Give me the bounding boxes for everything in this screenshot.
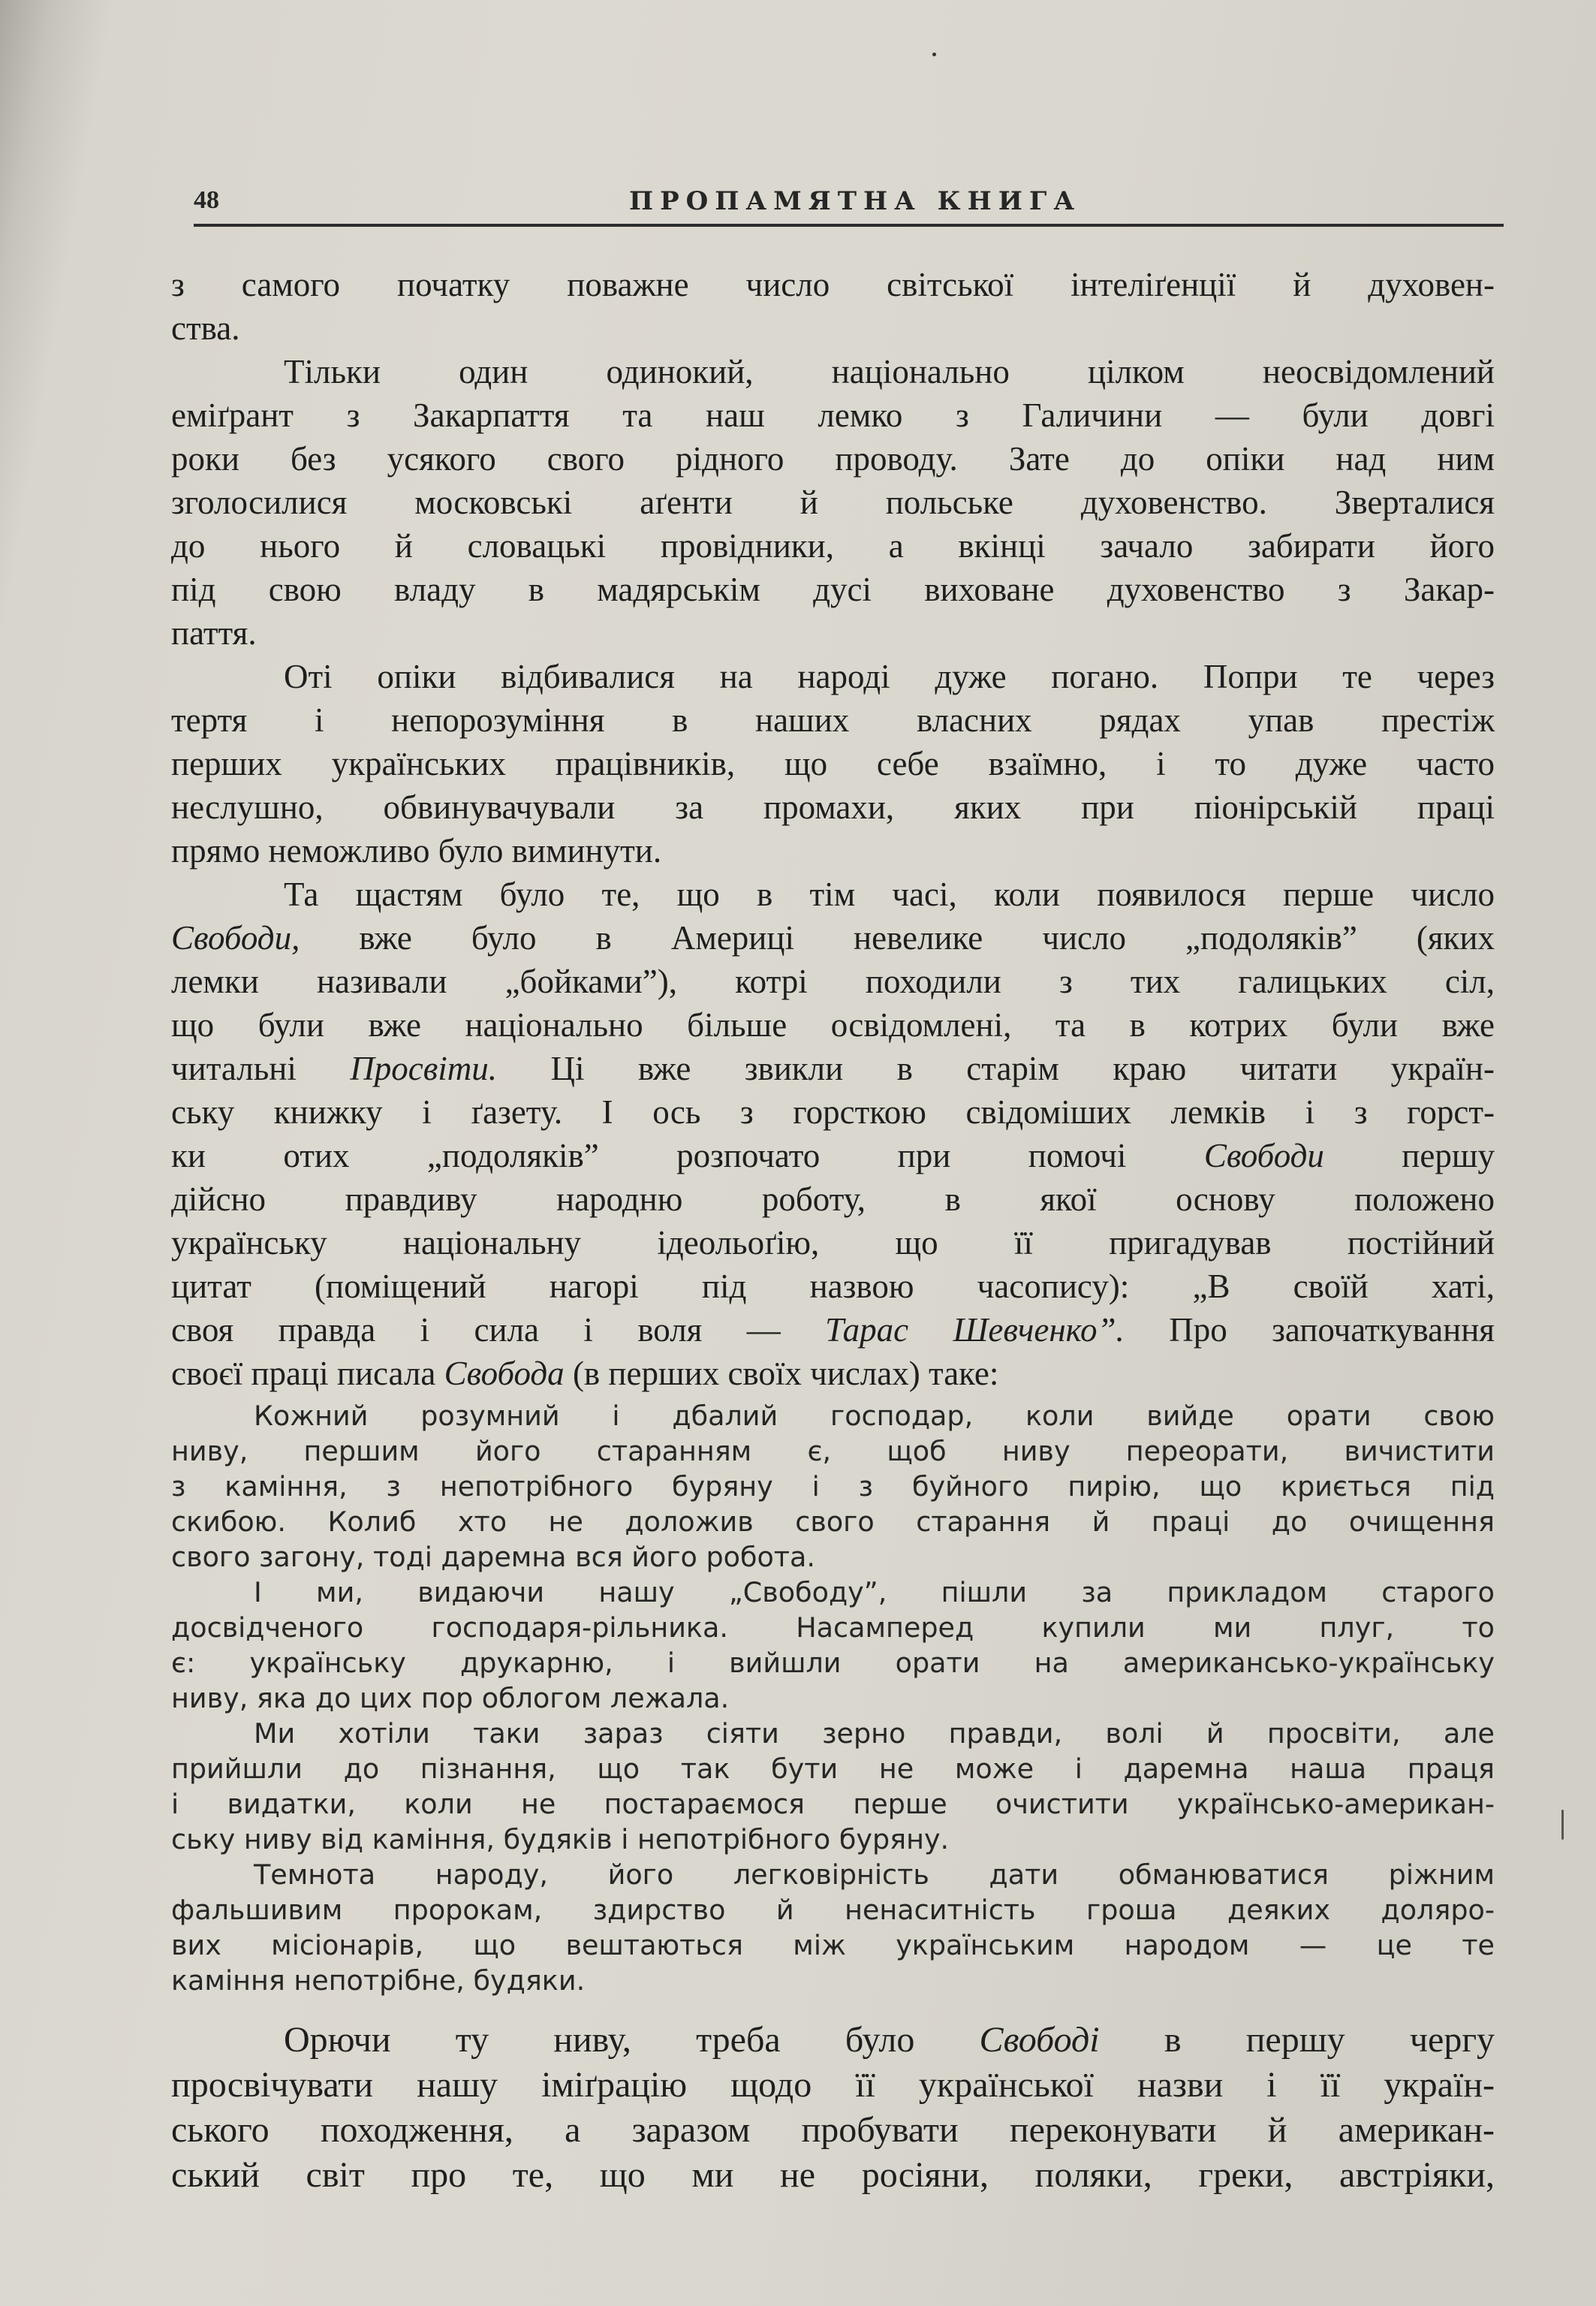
- running-head: ПРОПАМЯТНА КНИГА: [629, 186, 1082, 216]
- text-span: в першу чергу: [1099, 2020, 1495, 2060]
- paper-mark: [1561, 1810, 1564, 1840]
- text-line: ську книжку і ґазету. І ось з горсткою свідоміших лемків і з горст-: [171, 1093, 1495, 1131]
- text-line: [171, 2018, 1495, 2063]
- text-line: еміґрант з Закарпаття та наш лемко з Галичини — були довгі: [171, 396, 1495, 434]
- text-line: ниву, яка до цих пор облогом лежала.: [171, 1682, 730, 1714]
- text-line: [171, 1308, 1495, 1352]
- text-line: просвічувати нашу іміґрацію щодо її української назви і її україн-: [171, 2065, 1495, 2105]
- page-header: [194, 186, 1504, 227]
- paragraph: [171, 655, 1495, 873]
- text-line: І ми, видаючи нашу „Свободу”, пішли за прикладом старого: [254, 1576, 1495, 1608]
- text-line: українську національну ідеольоґію, що її пригадував постійний: [171, 1224, 1495, 1262]
- quote-paragraph: [171, 1575, 1495, 1716]
- text-span: читальні: [171, 1050, 351, 1087]
- page-number: 48: [194, 186, 219, 214]
- text-line: Тільки один одинокий, національно цілком неосвідомлений: [284, 353, 1495, 390]
- text-span: своя правда і сила і воля —: [171, 1311, 826, 1349]
- text-line: Темнота народу, його легковірність дати обманюватися ріжним: [254, 1858, 1495, 1891]
- text-line: з самого початку поважне число світської інтеліґенції й духовен-: [171, 266, 1495, 303]
- paragraph: [171, 873, 1495, 1395]
- italic-title: Тарас Шевченко”.: [825, 1311, 1125, 1349]
- text-line: тертя і непорозуміння в наших власних рядах упав престіж: [171, 701, 1495, 739]
- quote-paragraph: [171, 1716, 1495, 1857]
- text-line: Ми хотіли таки зараз сіяти зерно правди, волі й просвіти, але: [254, 1717, 1495, 1750]
- text-span: (в перших своїх числах) таке:: [564, 1355, 999, 1392]
- text-line: ський світ про те, що ми не росіяни, поляки, греки, австріяки,: [171, 2155, 1495, 2195]
- text-span: Про започаткування: [1124, 1311, 1495, 1349]
- text-line: є: українську друкарню, і вийшли орати на американсько-українську: [171, 1647, 1495, 1679]
- paragraph: [171, 350, 1495, 655]
- text-line: паття.: [171, 614, 257, 652]
- text-span: своєї праці писала: [171, 1355, 444, 1392]
- text-line: що були вже національно більше освідомлені, та в котрих були вже: [171, 1006, 1495, 1044]
- text-line: і видатки, коли не постараємося перше очистити українсько-американ-: [171, 1788, 1495, 1820]
- text-line: вих місіонарів, що вештаються між українським народом — це те: [171, 1929, 1495, 1961]
- text-line: свого загону, тоді даремна вся його робота.: [171, 1541, 816, 1573]
- paragraph: [171, 2018, 1495, 2198]
- text-line: [171, 916, 1495, 960]
- italic-title: Свободи,: [171, 919, 300, 957]
- text-line: лемки називали „бойками”), котрі походили з тих галицьких сіл,: [171, 963, 1495, 1000]
- text-span: ки отих „подоляків” розпочато при помочі: [171, 1137, 1204, 1174]
- italic-title: Свободи: [1203, 1137, 1324, 1174]
- text-line: [171, 1047, 1495, 1090]
- text-line: роки без усякого свого рідного проводу. Зате до опіки над ним: [171, 440, 1495, 478]
- text-span: вже було в Америці невелике число „подоляків” (яких: [300, 919, 1495, 957]
- text-line: дійсно правдиву народню роботу, в якої основу положено: [171, 1180, 1495, 1218]
- text-span: Орючи ту ниву, треба було: [284, 2020, 980, 2060]
- text-line: неслушно, обвинувачували за промахи, яких при піонірській праці: [171, 788, 1495, 826]
- text-line: досвідченого господаря-рільника. Насамперед купили ми плуг, то: [171, 1611, 1495, 1644]
- text-line: прийшли до пізнання, що так бути не може і даремна наша праця: [171, 1753, 1495, 1785]
- page-body: [171, 263, 1495, 2198]
- block-quote: [171, 1398, 1495, 1998]
- text-line: цитат (поміщений нагорі під назвою часопису): „В своїй хаті,: [171, 1268, 1495, 1305]
- italic-title: Свободі: [979, 2020, 1100, 2060]
- text-span: Ці вже звикли в старім краю читати україн-: [497, 1050, 1495, 1087]
- text-line: ниву, першим його старанням є, щоб ниву переорати, вичистити: [171, 1435, 1495, 1467]
- text-line: скибою. Колиб хто не доложив свого старання й праці до очищення: [171, 1506, 1495, 1538]
- text-line: ську ниву від каміння, будяків і непотрібного буряну.: [171, 1823, 950, 1855]
- text-line: під свою владу в мадярськім дусі виховане духовенство з Закар-: [171, 571, 1495, 608]
- text-line: прямо неможливо було виминути.: [171, 832, 662, 870]
- text-line: Та щастям було те, що в тім часі, коли появилося перше число: [284, 876, 1495, 913]
- text-line: Оті опіки відбивалися на народі дуже погано. Попри те через: [284, 658, 1495, 695]
- paragraph: [171, 263, 1495, 350]
- text-line: Кожний розумний і дбалий господар, коли вийде орати свою: [254, 1400, 1495, 1432]
- quote-paragraph: [171, 1857, 1495, 1998]
- italic-title: Просвіти.: [350, 1050, 498, 1087]
- text-line: з каміння, з непотрібного буряну і з буйного пирію, що криється під: [171, 1470, 1495, 1503]
- text-line: каміння непотрібне, будяки.: [171, 1964, 586, 1997]
- text-line: ського походження, а заразом пробувати переконувати й американ-: [171, 2110, 1495, 2150]
- text-line: перших українських працівників, що себе взаїмно, і то дуже часто: [171, 745, 1495, 782]
- italic-title: Свобода: [444, 1355, 565, 1392]
- text-line: [171, 1134, 1495, 1177]
- text-line: зголосилися московські аґенти й польське духовенство. Зверталися: [171, 484, 1495, 521]
- text-line: фальшивим пророкам, здирство й ненаситність гроша деяких доляро-: [171, 1894, 1495, 1926]
- text-line: ства.: [171, 309, 240, 347]
- quote-paragraph: [171, 1398, 1495, 1575]
- text-line: [171, 1352, 1495, 1395]
- paper-speck: [932, 53, 936, 56]
- text-span: першу: [1323, 1137, 1495, 1174]
- text-line: до нього й словацькі провідники, а вкінці зачало забирати його: [171, 527, 1495, 565]
